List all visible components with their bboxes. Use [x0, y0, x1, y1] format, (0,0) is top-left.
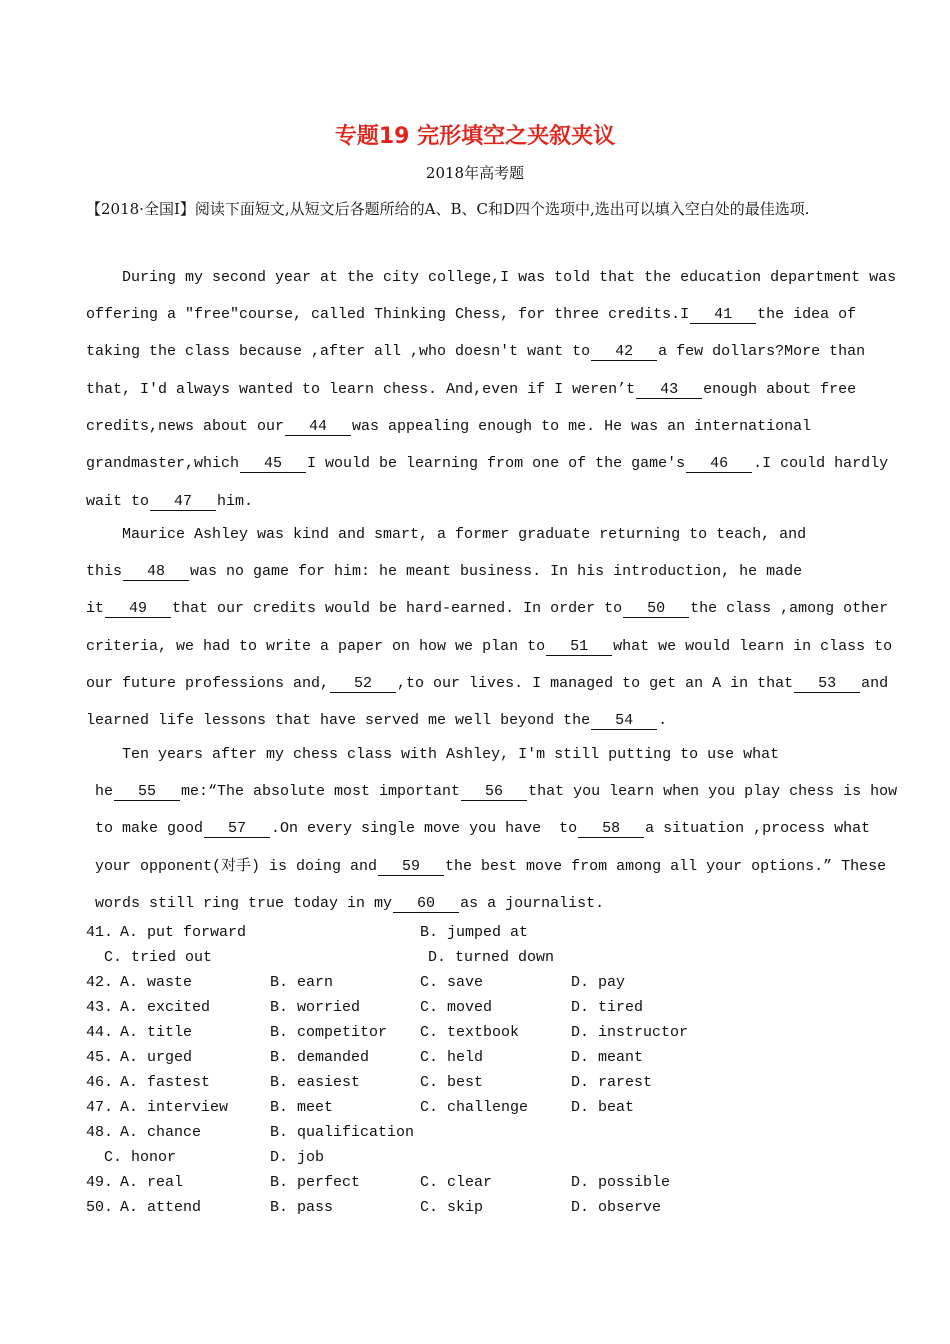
passage-text: the idea of — [757, 306, 857, 323]
passage-line — [86, 454, 888, 474]
blank-number: 49 — [105, 601, 171, 618]
question-number: 49. — [86, 1174, 114, 1191]
passage-line — [86, 342, 865, 362]
passage-line — [86, 492, 253, 512]
blank-number: 48 — [123, 564, 189, 581]
question-number: 50. — [86, 1199, 114, 1216]
answer-option: B. demanded — [270, 1049, 370, 1066]
answer-option: B. qualification — [270, 1124, 415, 1141]
passage-text: was appealing enough to me. He was an international — [352, 418, 812, 435]
passage-text: words still ring true today in my — [86, 895, 393, 912]
question-number: 48. — [86, 1124, 114, 1141]
blank-number: 55 — [114, 784, 180, 801]
passage-text: that you learn when you play chess is how — [528, 783, 898, 800]
passage-text: learned life lessons that have served me well beyond the — [86, 712, 591, 729]
passage-line — [86, 745, 779, 765]
blank-number: 58 — [578, 821, 644, 838]
answer-option: C. held — [420, 1049, 484, 1066]
passage-text: offering a "free"course, called Thinking Chess, for three credits.I — [86, 306, 690, 323]
passage-line — [86, 711, 667, 731]
answer-option: A. excited — [120, 999, 211, 1016]
answer-option: C. best — [420, 1074, 484, 1091]
page-subtitle: 2018年高考题 — [425, 164, 525, 182]
passage-text: as a journalist. — [460, 895, 605, 912]
passage-line — [86, 525, 806, 545]
passage-text: he — [86, 783, 114, 800]
answer-option: B. meet — [270, 1099, 334, 1116]
passage-line — [86, 305, 856, 325]
answer-option: D. pay — [571, 974, 626, 991]
passage-text: I would be learning from one of the game's — [307, 455, 686, 472]
page-title: 专题19 完形填空之夹叙夹议 — [334, 124, 616, 149]
blank-number: 53 — [794, 676, 860, 693]
answer-option: B. jumped at — [420, 924, 529, 941]
answer-option: D. possible — [571, 1174, 671, 1191]
answer-option: C. textbook — [420, 1024, 520, 1041]
question-number: 44. — [86, 1024, 114, 1041]
passage-text: Maurice Ashley was kind and smart, a former graduate returning to teach, and — [86, 526, 807, 543]
passage-text: During my second year at the city college,I was told that the education department was — [86, 269, 897, 286]
passage-line — [86, 599, 888, 619]
passage-line — [86, 417, 811, 437]
instruction-text: 【2018·全国Ⅰ】阅读下面短文,从短文后各题所给的A、B、C和D四个选项中,选出可以填入空白处的最佳选项. — [86, 200, 810, 218]
blank-number: 52 — [330, 676, 396, 693]
passage-text: a situation ,process what — [645, 820, 871, 837]
blank-number: 43 — [636, 382, 702, 399]
blank-number: 47 — [150, 494, 216, 511]
answer-option: D. beat — [571, 1099, 635, 1116]
passage-text: that our credits would be hard-earned. In order to — [172, 600, 623, 617]
answer-option: D. observe — [571, 1199, 662, 1216]
passage-text: what we would learn in class to — [613, 638, 893, 655]
blank-number: 45 — [240, 456, 306, 473]
blank-number: 60 — [393, 896, 459, 913]
question-number: 42. — [86, 974, 114, 991]
answer-option: C. save — [420, 974, 484, 991]
passage-text: this — [86, 563, 123, 580]
passage-text: ,to our lives. I managed to get an A in that — [397, 675, 794, 692]
answer-option: B. earn — [270, 974, 334, 991]
answer-option: C. moved — [420, 999, 493, 1016]
answer-option: B. competitor — [270, 1024, 388, 1041]
answer-option: A. interview — [120, 1099, 229, 1116]
blank-number: 51 — [546, 639, 612, 656]
passage-line — [86, 857, 886, 877]
answer-option: D. job — [270, 1149, 325, 1166]
answer-option: C. clear — [420, 1174, 493, 1191]
passage-text: and — [861, 675, 889, 692]
answer-option: A. waste — [120, 974, 193, 991]
passage-line — [86, 782, 897, 802]
passage-line — [86, 268, 896, 288]
passage-line — [86, 674, 888, 694]
passage-text: .On every single move you have to — [271, 820, 578, 837]
answer-option: A. put forward — [120, 924, 247, 941]
passage-text: wait to — [86, 493, 150, 510]
answer-option: D. turned down — [428, 949, 555, 966]
question-number: 46. — [86, 1074, 114, 1091]
passage-text: the best move from among all your options.” These — [445, 858, 887, 875]
blank-number: 56 — [461, 784, 527, 801]
answer-option: A. attend — [120, 1199, 202, 1216]
passage-text: enough about free — [703, 381, 857, 398]
answer-option: B. perfect — [270, 1174, 361, 1191]
answer-option: A. fastest — [120, 1074, 211, 1091]
passage-text: our future professions and, — [86, 675, 330, 692]
passage-text: that, I'd always wanted to learn chess. And,even if I weren’t — [86, 381, 636, 398]
question-number: 41. — [86, 924, 114, 941]
question-number: 43. — [86, 999, 114, 1016]
question-number: 47. — [86, 1099, 114, 1116]
blank-number: 59 — [378, 859, 444, 876]
blank-number: 57 — [204, 821, 270, 838]
blank-number: 41 — [690, 307, 756, 324]
passage-text: a few dollars?More than — [658, 343, 866, 360]
passage-text: Ten years after my chess class with Ashley, I'm still putting to use what — [86, 746, 780, 763]
passage-text: .I could hardly — [753, 455, 889, 472]
answer-option: C. challenge — [420, 1099, 529, 1116]
blank-number: 54 — [591, 713, 657, 730]
passage-text: taking the class because ,after all ,who doesn't want to — [86, 343, 591, 360]
passage-text: was no game for him: he meant business. In his introduction, he made — [190, 563, 803, 580]
passage-text: me:“The absolute most important — [181, 783, 461, 800]
answer-option: B. pass — [270, 1199, 334, 1216]
passage-text: credits,news about our — [86, 418, 285, 435]
answer-option: A. chance — [120, 1124, 202, 1141]
answer-option: B. easiest — [270, 1074, 361, 1091]
answer-option: C. honor — [86, 1149, 177, 1166]
question-number: 45. — [86, 1049, 114, 1066]
passage-text: the class ,among other — [690, 600, 889, 617]
answer-option: D. tired — [571, 999, 644, 1016]
answer-option: A. urged — [120, 1049, 193, 1066]
blank-number: 42 — [591, 344, 657, 361]
blank-number: 44 — [285, 419, 351, 436]
passage-text: him. — [217, 493, 254, 510]
blank-number: 50 — [623, 601, 689, 618]
passage-line — [86, 380, 856, 400]
passage-text: to make good — [86, 820, 204, 837]
answer-option: C. tried out — [86, 949, 213, 966]
answer-option: D. meant — [571, 1049, 644, 1066]
passage-text: grandmaster,which — [86, 455, 240, 472]
answer-option: A. real — [120, 1174, 184, 1191]
passage-text: . — [658, 712, 668, 729]
passage-line — [86, 637, 892, 657]
passage-text: criteria, we had to write a paper on how we plan to — [86, 638, 546, 655]
passage-line — [86, 894, 604, 914]
answer-option: B. worried — [270, 999, 361, 1016]
answer-option: A. title — [120, 1024, 193, 1041]
passage-text: your opponent(对手) is doing and — [86, 858, 378, 875]
blank-number: 46 — [686, 456, 752, 473]
answer-option: C. skip — [420, 1199, 484, 1216]
answer-option: D. rarest — [571, 1074, 653, 1091]
answer-option: D. instructor — [571, 1024, 689, 1041]
passage-line — [86, 562, 802, 582]
passage-text: it — [86, 600, 105, 617]
passage-line — [86, 819, 870, 839]
